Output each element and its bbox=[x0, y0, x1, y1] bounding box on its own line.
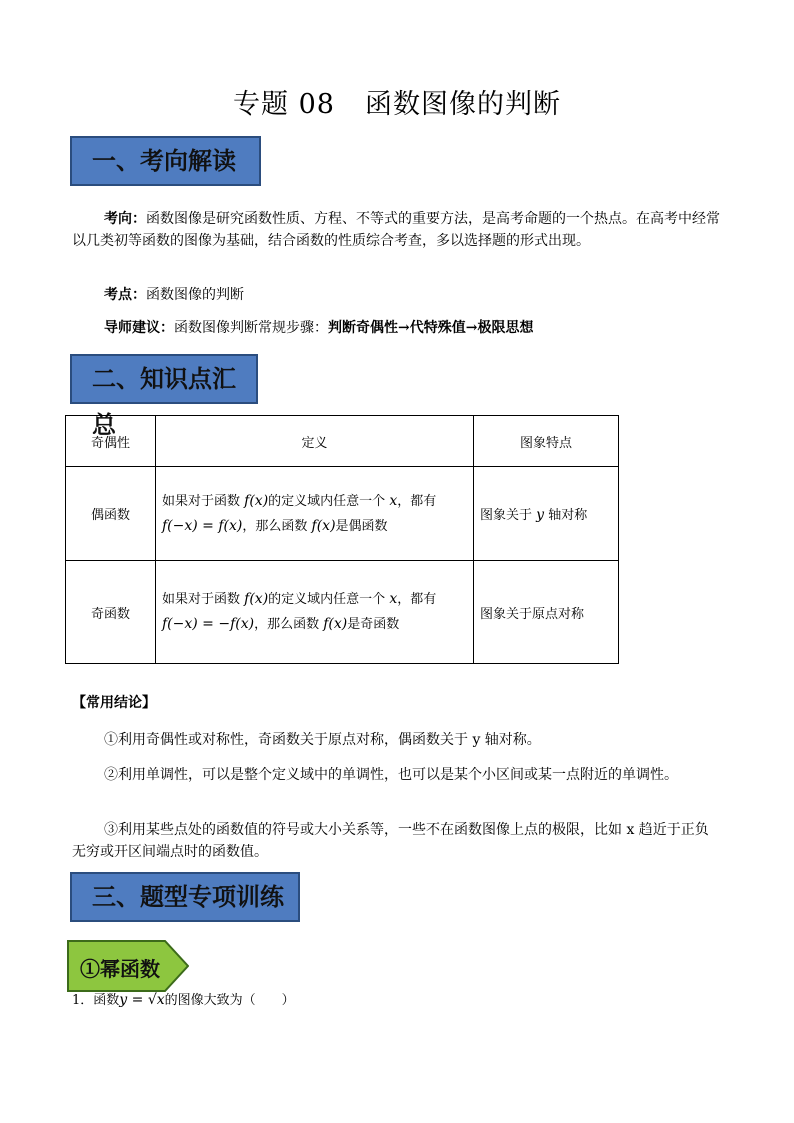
topic-label: ①幂函数 bbox=[80, 957, 160, 981]
conclusion-item: ②利用单调性，可以是整个定义域中的单调性，也可以是某个小区间或某一点附近的单调性。 bbox=[104, 767, 678, 783]
kaoxiang-label: 考向： bbox=[104, 211, 146, 227]
def-text: 如果对于函数 bbox=[162, 493, 241, 509]
def-text: ，那么函数 bbox=[242, 518, 308, 534]
def-math: f(x) bbox=[244, 591, 269, 607]
def-text: 是偶函数 bbox=[335, 518, 388, 534]
feat-text: 图象关于原点对称 bbox=[480, 606, 585, 622]
row-definition bbox=[156, 561, 474, 664]
section-1-label: 一、考向解读 bbox=[92, 146, 236, 175]
page-title bbox=[0, 82, 794, 121]
row-definition bbox=[156, 467, 474, 561]
def-math: f(x) bbox=[323, 616, 348, 632]
def-math: x bbox=[389, 492, 398, 509]
table-row bbox=[66, 561, 619, 664]
section-banner-1 bbox=[70, 136, 261, 186]
row-feature bbox=[474, 561, 619, 664]
def-text: ，那么函数 bbox=[254, 617, 320, 632]
section-2-label: 二、知识点汇总 bbox=[92, 364, 236, 439]
row-name: 奇函数 bbox=[66, 561, 156, 664]
def-text: 的定义域内任意一个 bbox=[268, 493, 386, 509]
def-text: 的定义域内任意一个 bbox=[268, 592, 386, 607]
advice-paragraph bbox=[72, 317, 722, 339]
table-row bbox=[66, 467, 619, 561]
title-number: 专题 08 bbox=[233, 89, 335, 120]
row-feature bbox=[474, 467, 619, 561]
def-math: x bbox=[389, 591, 398, 607]
kaodian-label: 考点： bbox=[104, 287, 146, 303]
section-banner-3 bbox=[70, 872, 300, 922]
def-math: f(x) bbox=[244, 492, 269, 509]
title-text: 函数图像的判断 bbox=[364, 89, 561, 120]
header-cell: 奇偶性 bbox=[66, 416, 156, 467]
feat-text: 图象关于 bbox=[480, 508, 533, 523]
kaoxiang-paragraph bbox=[72, 208, 722, 252]
question-1 bbox=[72, 989, 295, 1008]
conclusion-item: ③利用某些点处的函数值的符号或大小关系等，一些不在函数图像上点的极限，比如 x 趋近于正负无穷或开区间端点时的函数值。 bbox=[72, 822, 709, 860]
header-cell: 定义 bbox=[156, 416, 474, 467]
advice-steps: 判断奇偶性→代特殊值→极限思想 bbox=[328, 320, 534, 336]
question-suffix: 的图像大致为（ ） bbox=[164, 993, 295, 1008]
kaodian-paragraph bbox=[72, 284, 722, 306]
feat-math: y bbox=[536, 507, 545, 523]
row-name: 偶函数 bbox=[66, 467, 156, 561]
table-header-row bbox=[66, 416, 619, 467]
def-text: ，都有 bbox=[397, 493, 437, 509]
feat-text: 轴对称 bbox=[548, 508, 588, 523]
kaodian-text: 函数图像的判断 bbox=[146, 287, 244, 303]
question-prefix: 1．函数 bbox=[72, 993, 120, 1008]
conclusions-heading: 【常用结论】 bbox=[72, 695, 156, 711]
advice-text: 函数图像判断常规步骤： bbox=[174, 320, 328, 336]
def-math: f(−x) = −f(x) bbox=[162, 616, 255, 632]
def-math: f(−x) = f(x) bbox=[162, 517, 243, 534]
parity-table bbox=[65, 415, 619, 664]
question-formula: y = √x bbox=[119, 992, 165, 1008]
advice-label: 导师建议： bbox=[104, 320, 174, 336]
def-text: 如果对于函数 bbox=[162, 592, 241, 607]
conclusion-item: ①利用奇偶性或对称性，奇函数关于原点对称，偶函数关于 y 轴对称。 bbox=[104, 732, 541, 748]
def-text: ，都有 bbox=[397, 592, 437, 607]
section-3-label: 三、题型专项训练 bbox=[92, 882, 284, 911]
header-cell: 图象特点 bbox=[474, 416, 619, 467]
def-math: f(x) bbox=[311, 517, 336, 534]
def-text: 是奇函数 bbox=[347, 617, 400, 632]
section-banner-2 bbox=[70, 354, 258, 439]
kaoxiang-text: 函数图像是研究函数性质、方程、不等式的重要方法，是高考命题的一个热点。在高考中经常以几类初等函数的图像为基础，结合函数的性质综合考查，多以选择题的形式出现。 bbox=[72, 211, 720, 249]
